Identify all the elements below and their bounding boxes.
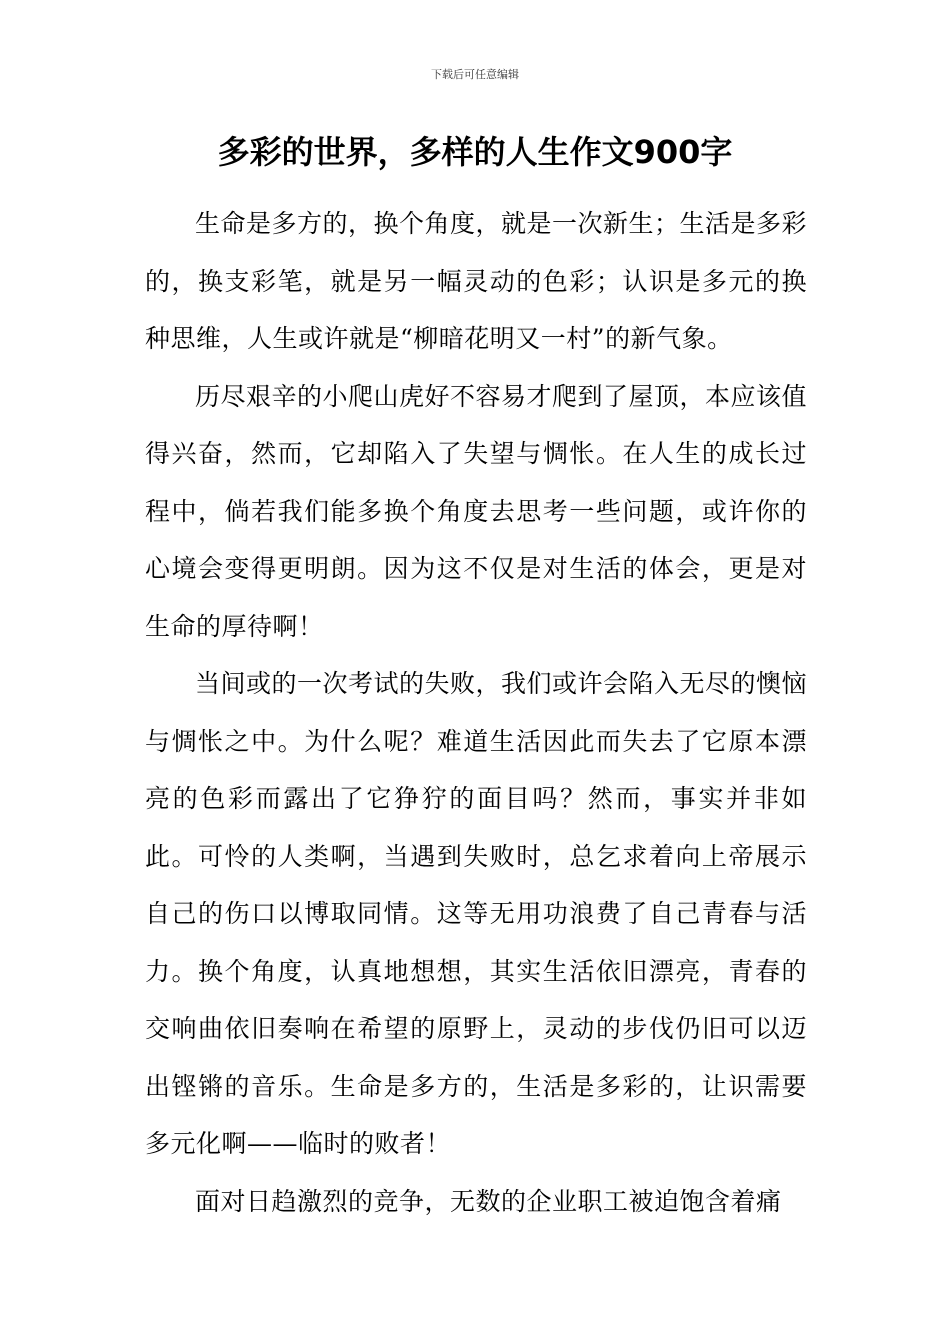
header-note: 下载后可任意编辑 — [431, 68, 519, 81]
paragraph-4: 面对日趋激烈的竞争，无数的企业职工被迫饱含着痛 — [195, 1186, 782, 1216]
paragraph-3: 当间或的一次考试的失败，我们或许会陷入无尽的懊恼与惆怅之中。为什么呢？难道生活因此而失去了它原本漂亮的色彩而露出了它狰狞的面目吗？然而，事实并非如此。可怜的人类啊，当遇到失败时，总乞求着向上帝展示自己的伤口以博取同情。这等无用功浪费了自己青春与活力。换个角度，认真地想想，其实生活依旧漂亮，青春的交响曲依旧奏响在希望的原野上，灵动的步伐仍旧可以迈出铿锵的音乐。生命是多方的，生活是多彩的，让识需要多元化啊——临时的败者！ — [145, 669, 808, 1158]
document-body — [145, 195, 807, 1230]
document-title: 多彩的世界，多样的人生作文900字 — [217, 133, 733, 171]
paragraph-2: 历尽艰辛的小爬山虎好不容易才爬到了屋顶，本应该值得兴奋，然而，它却陷入了失望与惆怅。在人生的成长过程中，倘若我们能多换个角度去思考一些问题，或许你的心境会变得更明朗。因为这不仅是对生活的体会，更是对生命的厚待啊！ — [145, 381, 808, 641]
paragraph-1: 生命是多方的，换个角度，就是一次新生；生活是多彩的，换支彩笔，就是另一幅灵动的色彩；认识是多元的换种思维，人生或许就是“柳暗花明又一村”的新气象。 — [145, 209, 808, 353]
